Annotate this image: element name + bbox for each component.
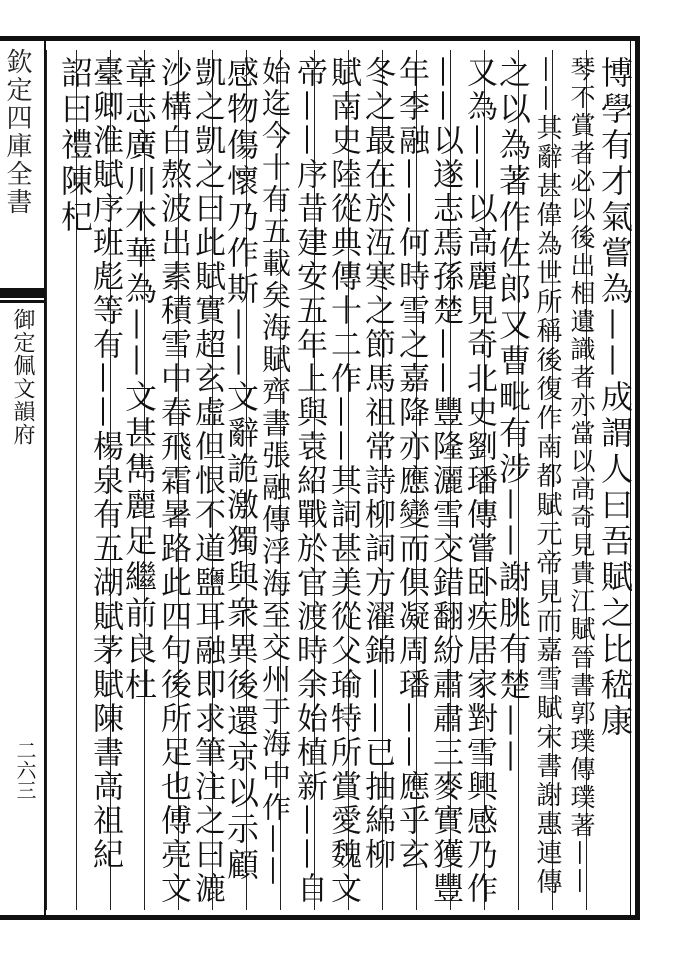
column-text: 臺卿淮賦序班彪等有——楊泉有五湖賦茅賦陳書高祖紀 xyxy=(87,56,123,872)
column-text: 琴不賞者必以後出相遺識者亦當以高奇見貴江賦晉書郭璞傳璞著—— xyxy=(567,56,596,896)
column-text: 冬之最在於沍寒之節馬祖常詩柳詞方濯錦——已抽綿柳 xyxy=(359,56,395,872)
column-text: 凱之凱之曰此賦實超玄虛但恨不道鹽耳融即求筆注之曰漉 xyxy=(189,56,225,906)
book-title: 御定佩文韻府 xyxy=(10,308,35,446)
column-text: 帝——序昔建安五年上與袁紹戰於官渡時余始植新——自 xyxy=(291,56,327,906)
column-text: 賦南史陸從典傳十二作——其詞甚美從父瑜特所賞愛魏文 xyxy=(325,56,361,906)
fish-tail-rule xyxy=(0,300,44,303)
column-text: 又為——以高麗見奇北史劉璠傳嘗卧疾居家對雪興感乃作 xyxy=(461,56,497,906)
fish-tail-mark xyxy=(0,288,44,298)
column-text: ——其辭甚偉為世所稱後復作南都賦元帝見而嘉雪賦宋書謝惠連傳 xyxy=(532,56,562,897)
column-text: 始迄今十有五載矣海賦齊書張融傳浮海至交州于海中作—— xyxy=(258,56,292,888)
column-text: 章志廣川木華為——文甚雋麗足繼前良杜 xyxy=(120,56,158,704)
page-number: 二六三 xyxy=(13,740,37,800)
column-text: 博學有才氣嘗為——成謂人曰吾賦之比嵇康 xyxy=(596,56,634,740)
margin-top-text: 欽定四庫全書 xyxy=(2,48,32,216)
column-text: 年李融——何時雪之嘉降亦應變而俱凝周璠——應乎玄 xyxy=(393,56,429,872)
column-text: 之以為著作佐郎又曹毗有涉——謝朓有楚—— xyxy=(494,56,532,776)
column-text: ——以遂志焉孫楚——豐隆灑雪交錯翻紛肅肅三麥實獲豐 xyxy=(427,56,463,906)
column-text: 感物傷懷乃作斯——文辭詭激獨與衆異後還京以示顧 xyxy=(222,56,260,884)
column-text: 詔曰禮陳杞 xyxy=(56,56,94,236)
column-text: 沙構白熬波出素積雪中春飛霜暑路此四句後所足也傅亮文 xyxy=(155,56,191,906)
text-column xyxy=(46,50,94,910)
